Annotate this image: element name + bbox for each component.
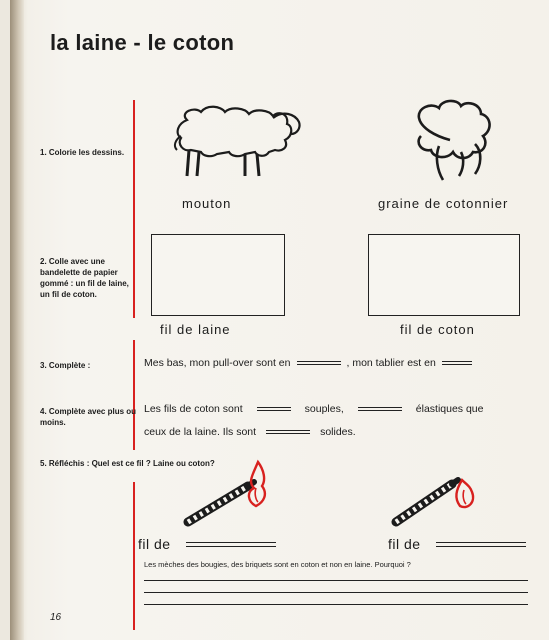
- blank-4a[interactable]: [257, 407, 291, 411]
- fil-de-left: fil de: [138, 536, 171, 552]
- question-4-prefix: 4. Complète avec: [40, 407, 106, 416]
- answer-line-right[interactable]: [436, 542, 526, 543]
- question-1: 1. Colorie les dessins.: [40, 148, 125, 157]
- sheep-icon: [165, 100, 305, 180]
- answer-line-left-2: [186, 546, 276, 547]
- question-5-or: ou: [176, 459, 186, 468]
- sentence-4-part-b: souples,: [304, 403, 344, 415]
- blank-4b[interactable]: [358, 407, 402, 411]
- margin-line-middle: [133, 340, 135, 450]
- answer-line-1[interactable]: [144, 580, 528, 581]
- book-spine: [10, 0, 24, 640]
- sentence-4-line-2: [144, 426, 356, 438]
- margin-line-top: [133, 100, 135, 318]
- cotton-boll-icon: [405, 96, 495, 186]
- page-number: 16: [50, 612, 62, 623]
- sentence-3-part-a: Mes bas, mon pull-over sont en: [144, 357, 291, 369]
- burning-wick-icon: [182, 458, 282, 538]
- question-5-prefix: 5. Réfléchis : Quel est ce fil ?: [40, 459, 151, 468]
- caption-cotton-thread: fil de coton: [400, 322, 475, 337]
- sentence-4-part-a: Les fils de coton sont: [144, 403, 243, 415]
- answer-line-right-2: [436, 546, 526, 547]
- question-5-wool: Laine: [152, 459, 174, 468]
- sentence-4-line-1: [144, 403, 483, 415]
- question-4-bold: plus ou moins.: [40, 407, 137, 427]
- question-3: 3. Complète :: [40, 361, 91, 370]
- fil-de-right: fil de: [388, 536, 421, 552]
- wool-sample-box[interactable]: [151, 234, 285, 316]
- workbook-page: [10, 0, 549, 640]
- caption-sheep: mouton: [182, 196, 232, 211]
- sentence-4-part-d: ceux de la laine. Ils sont: [144, 426, 257, 438]
- page-title: la laine - le coton: [50, 30, 235, 55]
- answer-line-2[interactable]: [144, 592, 528, 593]
- sentence-4-part-e: solides.: [320, 426, 356, 438]
- caption-cotton-seed: graine de cotonnier: [378, 196, 509, 211]
- margin-line-bottom: [133, 482, 135, 630]
- cotton-sample-box[interactable]: [368, 234, 520, 316]
- question-5-mark: ?: [209, 459, 215, 468]
- blank-3b[interactable]: [442, 361, 472, 365]
- question-5-cotton: coton: [188, 459, 210, 468]
- question-2: 2. Colle avec une bandelette de papier gommé : un fil de laine, un fil de coton.: [40, 257, 129, 299]
- answer-line-3[interactable]: [144, 604, 528, 605]
- caption-wool-thread: fil de laine: [160, 322, 231, 337]
- blank-3a[interactable]: [297, 361, 341, 365]
- bottom-question: Les mèches des bougies, des briquets sont en coton et non en laine. Pourquoi ?: [144, 560, 411, 569]
- blank-4c[interactable]: [266, 430, 310, 434]
- burning-wick-icon: [390, 458, 490, 538]
- answer-line-left[interactable]: [186, 542, 276, 543]
- sentence-3-part-b: , mon tablier est en: [346, 357, 436, 369]
- question-4: [40, 406, 140, 428]
- sentence-3: [144, 357, 478, 369]
- sentence-4-part-c: élastiques que: [415, 403, 484, 415]
